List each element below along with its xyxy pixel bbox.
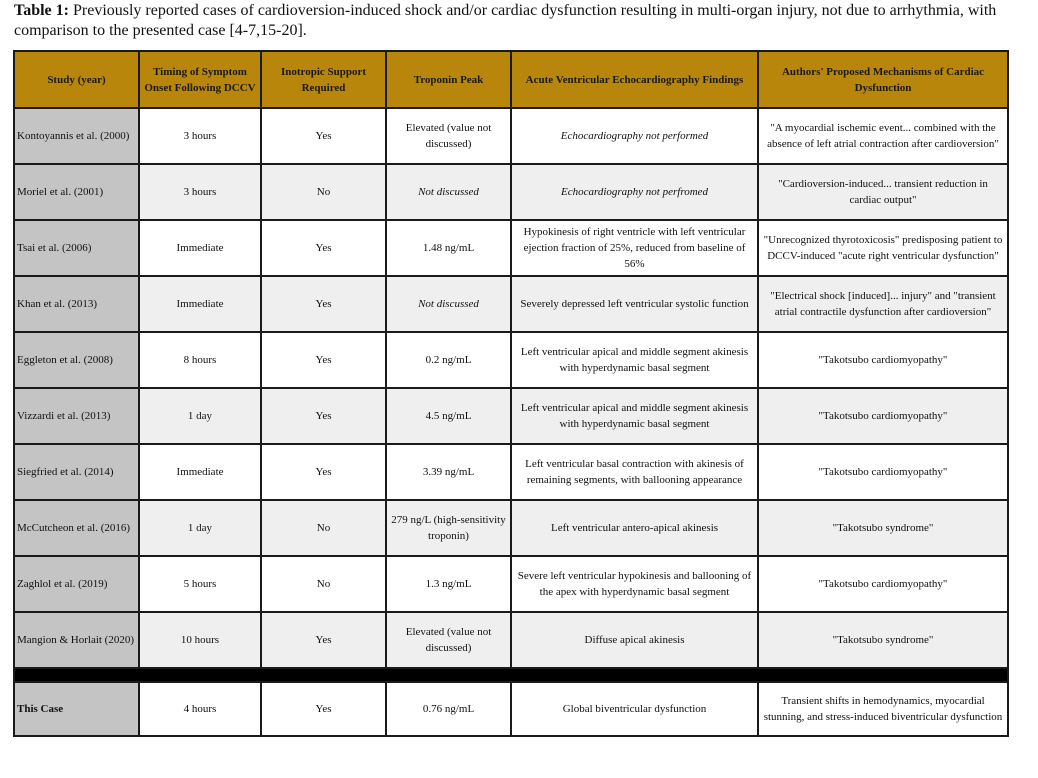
cell-mechanism: "Takotsubo syndrome"	[758, 612, 1008, 668]
cell-echo: Hypokinesis of right ventricle with left ventricular ejection fraction of 25%, reduced from baseline of 56%	[511, 220, 758, 276]
cell-troponin: 4.5 ng/mL	[386, 388, 511, 444]
table-row	[14, 276, 1008, 332]
cell-troponin: 3.39 ng/mL	[386, 444, 511, 500]
table-caption	[14, 1, 1029, 41]
cell-timing: 1 day	[139, 388, 261, 444]
table-row	[14, 388, 1008, 444]
table-row	[14, 108, 1008, 164]
col-header-study: Study (year)	[14, 51, 139, 108]
cell-troponin: 279 ng/L (high-sensitivity troponin)	[386, 500, 511, 556]
cell-echo: Global biventricular dysfunction	[511, 682, 758, 736]
cell-mechanism: "Takotsubo syndrome"	[758, 500, 1008, 556]
cell-timing: Immediate	[139, 444, 261, 500]
cell-troponin: 1.3 ng/mL	[386, 556, 511, 612]
cell-echo: Diffuse apical akinesis	[511, 612, 758, 668]
cell-study: McCutcheon et al. (2016)	[14, 500, 139, 556]
col-header-timing: Timing of Symptom Onset Following DCCV	[139, 51, 261, 108]
cell-echo: Left ventricular basal contraction with akinesis of remaining segments, with ballooning appearance	[511, 444, 758, 500]
col-header-mechanism: Authors' Proposed Mechanisms of Cardiac Dysfunction	[758, 51, 1008, 108]
cell-timing: 3 hours	[139, 164, 261, 220]
cell-inotropic: Yes	[261, 388, 386, 444]
cell-troponin: 0.2 ng/mL	[386, 332, 511, 388]
cell-inotropic: No	[261, 500, 386, 556]
cell-mechanism: "Cardioversion-induced... transient reduction in cardiac output"	[758, 164, 1008, 220]
table-separator	[14, 668, 1008, 682]
table-row	[14, 612, 1008, 668]
cell-inotropic: Yes	[261, 220, 386, 276]
cell-inotropic: No	[261, 164, 386, 220]
cell-study: This Case	[14, 682, 139, 736]
cell-mechanism: "Unrecognized thyrotoxicosis" predisposing patient to DCCV-induced "acute right ventricular dysfunction"	[758, 220, 1008, 276]
this-case-row	[14, 682, 1008, 736]
cell-timing: 3 hours	[139, 108, 261, 164]
cell-mechanism: "Takotsubo cardiomyopathy"	[758, 332, 1008, 388]
cell-inotropic: Yes	[261, 332, 386, 388]
cell-timing: 5 hours	[139, 556, 261, 612]
cell-inotropic: No	[261, 556, 386, 612]
cell-timing: Immediate	[139, 276, 261, 332]
cell-study: Siegfried et al. (2014)	[14, 444, 139, 500]
cell-study: Moriel et al. (2001)	[14, 164, 139, 220]
cell-study: Khan et al. (2013)	[14, 276, 139, 332]
cell-echo: Echocardiography not perfromed	[511, 164, 758, 220]
cell-timing: Immediate	[139, 220, 261, 276]
cell-echo: Echocardiography not performed	[511, 108, 758, 164]
cell-timing: 10 hours	[139, 612, 261, 668]
cell-timing: 1 day	[139, 500, 261, 556]
cell-troponin: 1.48 ng/mL	[386, 220, 511, 276]
header-row	[14, 51, 1008, 108]
cell-mechanism: "Takotsubo cardiomyopathy"	[758, 388, 1008, 444]
cell-study: Vizzardi et al. (2013)	[14, 388, 139, 444]
cell-timing: 4 hours	[139, 682, 261, 736]
cell-troponin: 0.76 ng/mL	[386, 682, 511, 736]
cell-study: Kontoyannis et al. (2000)	[14, 108, 139, 164]
cell-troponin: Elevated (value not discussed)	[386, 612, 511, 668]
cell-troponin: Not discussed	[386, 276, 511, 332]
cell-inotropic: Yes	[261, 682, 386, 736]
cell-mechanism: "Takotsubo cardiomyopathy"	[758, 444, 1008, 500]
cell-echo: Left ventricular apical and middle segment akinesis with hyperdynamic basal segment	[511, 388, 758, 444]
table-row	[14, 556, 1008, 612]
cell-mechanism: "Electrical shock [induced]... injury" and "transient atrial contractile dysfunction after cardioversion"	[758, 276, 1008, 332]
cell-mechanism: "Takotsubo cardiomyopathy"	[758, 556, 1008, 612]
cell-inotropic: Yes	[261, 612, 386, 668]
table-row	[14, 164, 1008, 220]
cell-echo: Severe left ventricular hypokinesis and ballooning of the apex with hyperdynamic basal segment	[511, 556, 758, 612]
cell-mechanism: "A myocardial ischemic event... combined with the absence of left atrial contraction after cardioversion"	[758, 108, 1008, 164]
cell-inotropic: Yes	[261, 444, 386, 500]
cell-echo: Severely depressed left ventricular systolic function	[511, 276, 758, 332]
cell-echo: Left ventricular apical and middle segment akinesis with hyperdynamic basal segment	[511, 332, 758, 388]
col-header-troponin: Troponin Peak	[386, 51, 511, 108]
cell-inotropic: Yes	[261, 276, 386, 332]
col-header-echo: Acute Ventricular Echocardiography Findings	[511, 51, 758, 108]
cell-troponin: Elevated (value not discussed)	[386, 108, 511, 164]
table-body	[14, 108, 1008, 736]
case-comparison-table	[13, 50, 1009, 737]
cell-study: Eggleton et al. (2008)	[14, 332, 139, 388]
cell-inotropic: Yes	[261, 108, 386, 164]
table-row	[14, 332, 1008, 388]
table-row	[14, 500, 1008, 556]
col-header-inotropic: Inotropic Support Required	[261, 51, 386, 108]
caption-label: Table 1:	[14, 2, 69, 19]
cell-troponin: Not discussed	[386, 164, 511, 220]
table-row	[14, 220, 1008, 276]
cell-echo: Left ventricular antero-apical akinesis	[511, 500, 758, 556]
cell-mechanism: Transient shifts in hemodynamics, myocardial stunning, and stress-induced biventricular dysfunction	[758, 682, 1008, 736]
cell-study: Zaghlol et al. (2019)	[14, 556, 139, 612]
cell-study: Tsai et al. (2006)	[14, 220, 139, 276]
table-row	[14, 444, 1008, 500]
caption-text: Previously reported cases of cardioversion-induced shock and/or cardiac dysfunction resulting in multi-organ injury, not due to arrhythmia, with comparison to the presented case [4-7,15-20].	[14, 2, 997, 39]
cell-timing: 8 hours	[139, 332, 261, 388]
cell-study: Mangion & Horlait (2020)	[14, 612, 139, 668]
